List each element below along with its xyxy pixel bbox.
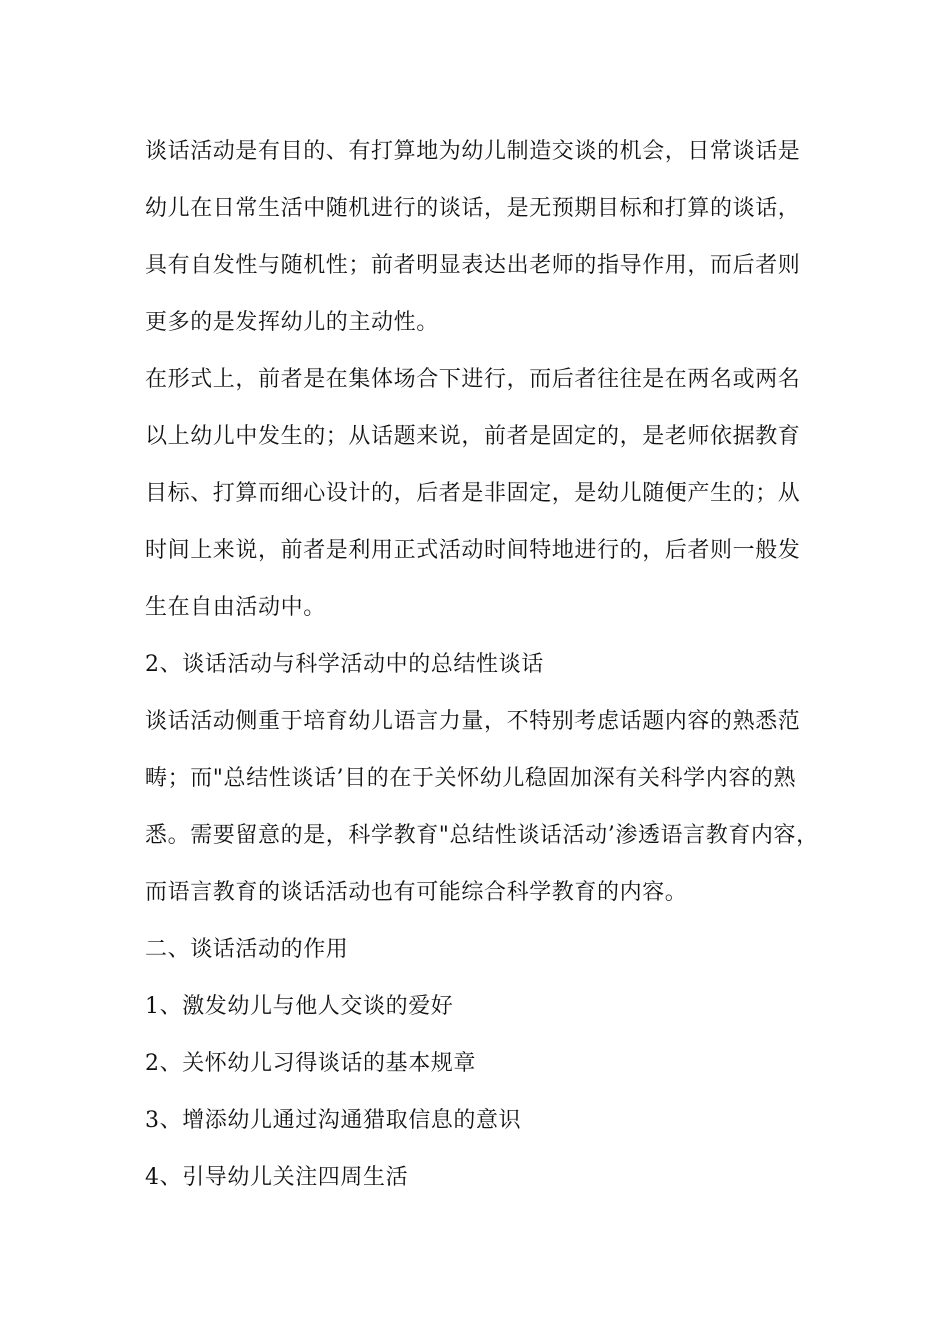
paragraph-1-line-3: 具有自发性与随机性；前者明显表达出老师的指导作用，而后者则 bbox=[145, 253, 801, 278]
paragraph-3-line-4: 而语言教育的谈话活动也有可能综合科学教育的内容。 bbox=[145, 880, 688, 905]
list-item-2: 2、关怀幼儿习得谈话的基本规章 bbox=[145, 1051, 476, 1076]
paragraph-3-line-3: 悉。需要留意的是，科学教育"总结性谈话活动’渗透语言教育内容， bbox=[145, 823, 819, 848]
paragraph-1-line-4: 更多的是发挥幼儿的主动性。 bbox=[145, 310, 439, 335]
paragraph-1-line-2: 幼儿在日常生活中随机进行的谈话，是无预期目标和打算的谈话， bbox=[145, 196, 801, 221]
paragraph-2-line-2: 以上幼儿中发生的；从话题来说，前者是固定的，是老师依据教育 bbox=[145, 424, 801, 449]
list-item-4: 4、引导幼儿关注四周生活 bbox=[145, 1165, 409, 1190]
paragraph-2-line-3: 目标、打算而细心设计的，后者是非固定，是幼儿随便产生的；从 bbox=[145, 481, 801, 506]
section-heading-2: 2、谈话活动与科学活动中的总结性谈话 bbox=[145, 652, 544, 677]
paragraph-3-line-2: 畴；而"总结性谈话’目的在于关怀幼儿稳固加深有关科学内容的熟 bbox=[145, 766, 797, 791]
chapter-heading-2: 二、谈话活动的作用 bbox=[145, 937, 349, 962]
list-item-3: 3、增添幼儿通过沟通猎取信息的意识 bbox=[145, 1108, 522, 1133]
list-item-1: 1、激发幼儿与他人交谈的爱好 bbox=[145, 994, 454, 1019]
paragraph-2-line-5: 生在自由活动中。 bbox=[145, 595, 326, 620]
paragraph-2-line-1: 在形式上，前者是在集体场合下进行，而后者往往是在两名或两名 bbox=[145, 367, 801, 392]
paragraph-1-line-1: 谈话活动是有目的、有打算地为幼儿制造交谈的机会，日常谈话是 bbox=[145, 139, 801, 164]
paragraph-3-line-1: 谈话活动侧重于培育幼儿语言力量，不特别考虑话题内容的熟悉范 bbox=[145, 709, 801, 734]
paragraph-2-line-4: 时间上来说，前者是利用正式活动时间特地进行的，后者则一般发 bbox=[145, 538, 801, 563]
